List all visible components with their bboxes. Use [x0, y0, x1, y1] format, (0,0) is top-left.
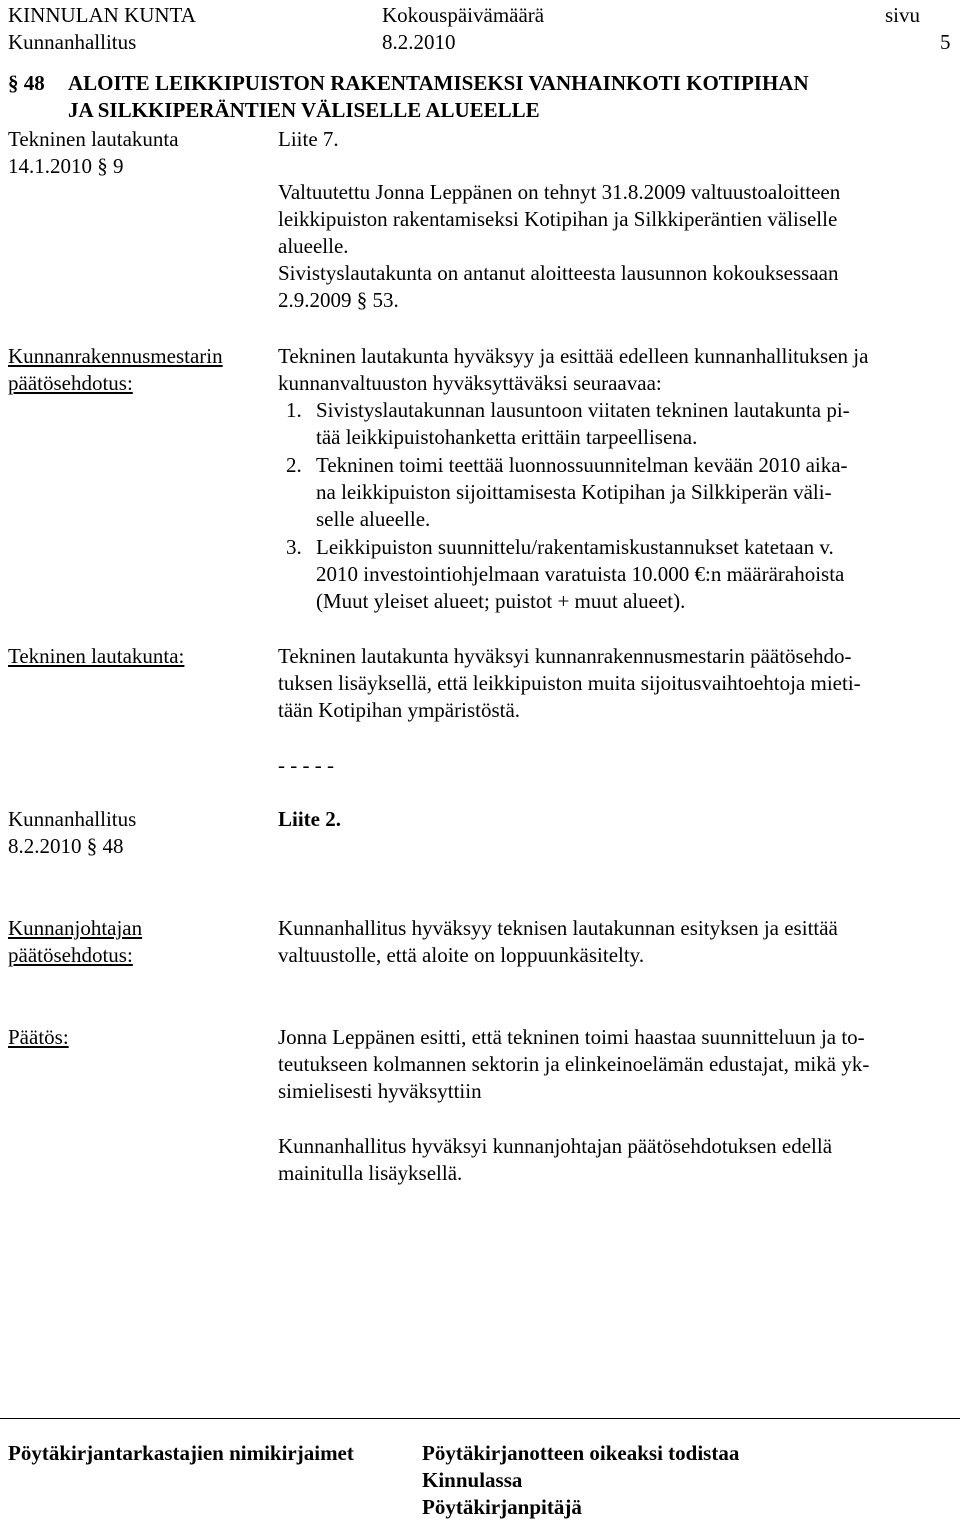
tech-board-ref-meeting: 14.1.2010 § 9 [8, 154, 124, 178]
item-title-line2: JA SILKKIPERÄNTIEN VÄLISELLE ALUEELLE [68, 98, 540, 122]
header-date: 8.2.2010 [382, 30, 456, 54]
proposal-item-line: (Muut yleiset alueet; puistot + muut alueet). [316, 589, 686, 613]
proposal-item-line: Tekninen toimi teettää luonnossuunnitelman kevään 2010 aika- [316, 453, 848, 477]
engineer-proposal-intro-line: kunnanvaltuuston hyväksyttäväksi seuraavaa: [278, 371, 662, 395]
manager-proposal-text [278, 915, 950, 969]
header-org: KINNULAN KUNTA [8, 3, 196, 27]
board-ref-meeting: 8.2.2010 § 48 [8, 834, 124, 858]
background-line: Valtuutettu Jonna Leppänen on tehnyt 31.8.2009 valtuustoaloitteen [278, 180, 841, 204]
board-ref-body: Kunnanhallitus [8, 807, 137, 831]
engineer-proposal-intro [278, 343, 950, 397]
tech-board-decision-label: Tekninen lautakunta: [8, 644, 185, 668]
engineer-proposal-intro-line: Tekninen lautakunta hyväksyy ja esittää edelleen kunnanhallituksen ja [278, 344, 869, 368]
manager-proposal-line: Kunnanhallitus hyväksyy teknisen lautakunnan esityksen ja esittää [278, 916, 838, 940]
item-title-line1: ALOITE LEIKKIPUISTON RAKENTAMISEKSI VANHAINKOTI KOTIPIHAN [68, 71, 809, 95]
manager-proposal-label-line2: päätösehdotus: [8, 943, 133, 967]
header-page-number: 5 [940, 30, 951, 54]
board-ref-attachment: Liite 2. [278, 807, 341, 831]
decision-line: Jonna Leppänen esitti, että tekninen toimi haastaa suunnitteluun ja to- [278, 1025, 865, 1049]
decision-line: teutukseen kolmannen sektorin ja elinkeinoelämän edustajat, mikä yk- [278, 1052, 870, 1076]
proposal-list-item [286, 397, 850, 451]
header-page-label: sivu [885, 3, 921, 27]
background-line: 2.9.2009 § 53. [278, 288, 399, 312]
footer-rule [0, 1418, 960, 1419]
proposal-item-number: 3. [286, 535, 302, 559]
background-paragraph [278, 179, 950, 314]
decision-paragraph-2 [278, 1133, 950, 1187]
tech-board-decision-line: tuksen lisäyksellä, että leikkipuiston muita sijoitusvaihtoehtoja mieti- [278, 671, 861, 695]
decision-line: mainitulla lisäyksellä. [278, 1161, 463, 1185]
tech-board-ref-attachment: Liite 7. [278, 127, 339, 151]
background-line: leikkipuiston rakentamiseksi Kotipihan ja Silkkiperäntien väliselle [278, 207, 838, 231]
manager-proposal-label-line1: Kunnanjohtajan [8, 916, 143, 940]
proposal-item-number: 1. [286, 398, 302, 422]
footer-right-line2: Kinnulassa [422, 1468, 523, 1492]
decision-line: simielisesti hyväksyttiin [278, 1079, 482, 1103]
header-body: Kunnanhallitus [8, 30, 137, 54]
footer-left: Pöytäkirjantarkastajien nimikirjaimet [8, 1441, 354, 1465]
proposal-item-line: na leikkipuiston sijoittamisesta Kotipihan ja Silkkiperän väli- [316, 480, 832, 504]
decision-line: Kunnanhallitus hyväksyi kunnanjohtajan päätösehdotuksen edellä [278, 1134, 833, 1158]
proposal-list-item [286, 534, 845, 615]
proposal-item-line: 2010 investointiohjelmaan varatuista 10.000 €:n määrärahoista [316, 562, 845, 586]
tech-board-decision-line: tään Kotipihan ympäristöstä. [278, 698, 521, 722]
proposal-item-line: tää leikkipuistohanketta erittäin tarpeellisena. [316, 425, 698, 449]
engineer-proposal-label-line2: päätösehdotus: [8, 371, 133, 395]
proposal-item-number: 2. [286, 453, 302, 477]
background-line: Sivistyslautakunta on antanut aloitteesta lausunnon kokouksessaan [278, 261, 839, 285]
header-date-label: Kokouspäivämäärä [382, 3, 545, 27]
engineer-proposal-label-line1: Kunnanrakennusmestarin [8, 344, 223, 368]
background-line: alueelle. [278, 234, 349, 258]
proposal-item-line: Leikkipuiston suunnittelu/rakentamiskustannukset katetaan v. [316, 535, 834, 559]
tech-board-decision-text [278, 643, 950, 724]
proposal-item-line: Sivistyslautakunnan lausuntoon viitaten tekninen lautakunta pi- [316, 398, 850, 422]
item-number: § 48 [8, 71, 45, 95]
footer-right-line3: Pöytäkirjanpitäjä [422, 1495, 582, 1519]
proposal-item-line: selle alueelle. [316, 507, 431, 531]
tech-board-decision-line: Tekninen lautakunta hyväksyi kunnanrakennusmestarin päätösehdo- [278, 644, 852, 668]
decision-paragraph-1 [278, 1024, 950, 1105]
header-block [8, 2, 951, 56]
decision-label: Päätös: [8, 1025, 69, 1049]
tech-board-ref-body: Tekninen lautakunta [8, 127, 179, 151]
section-separator: - - - - - [278, 753, 334, 777]
proposal-list-item [286, 452, 848, 533]
footer-right-line1: Pöytäkirjanotteen oikeaksi todistaa [422, 1441, 740, 1465]
manager-proposal-line: valtuustolle, että aloite on loppuunkäsitelty. [278, 943, 645, 967]
